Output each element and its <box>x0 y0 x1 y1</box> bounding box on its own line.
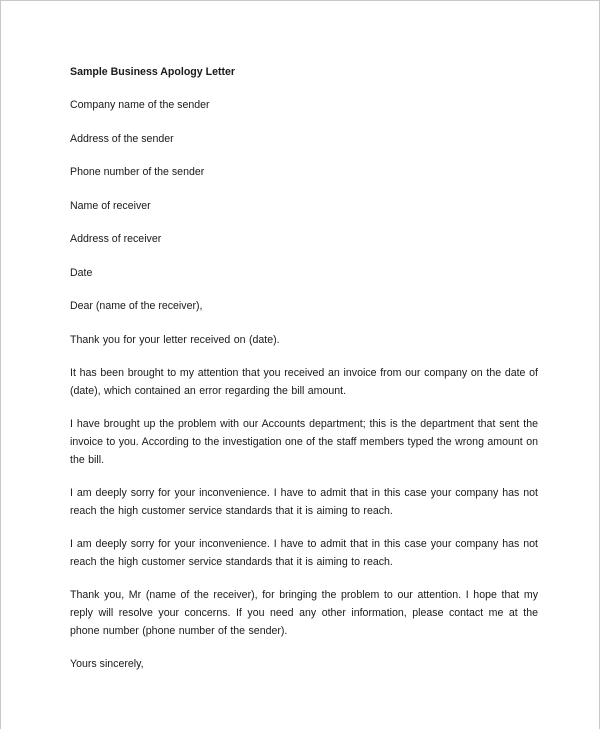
letter-body <box>70 63 538 688</box>
receiver-name: Name of receiver <box>70 199 151 212</box>
paragraph-closing-remarks: Thank you, Mr (name of the receiver), for bringing the problem to our attention. I hope that my reply will resolve your concerns. If you need any other information, please contact me at the phone number (phone number of the sender). <box>70 588 538 637</box>
paragraph-apology: I am deeply sorry for your inconvenience. I have to admit that in this case your company has not reach the high customer service standards that it is aiming to reach. <box>70 486 538 517</box>
paragraph-thanks: Thank you for your letter received on (date). <box>70 333 280 346</box>
paragraph-apology-repeat: I am deeply sorry for your inconvenience. I have to admit that in this case your company has not reach the high customer service standards that it is aiming to reach. <box>70 537 538 568</box>
letter-date: Date <box>70 266 93 279</box>
sender-address: Address of the sender <box>70 132 174 145</box>
sender-phone: Phone number of the sender <box>70 166 205 178</box>
paragraph-investigation: I have brought up the problem with our Accounts department; this is the department that sent the invoice to you. According to the investigation one of the staff members typed the wrong amount on the bill. <box>70 417 538 466</box>
letter-title: Sample Business Apology Letter <box>70 66 236 78</box>
closing: Yours sincerely, <box>70 657 144 670</box>
sender-company: Company name of the sender <box>70 99 210 111</box>
receiver-address: Address of receiver <box>70 233 162 245</box>
paragraph-invoice-error: It has been brought to my attention that you received an invoice from our company on the date of (date), which contained an error regarding the bill amount. <box>70 366 538 397</box>
salutation: Dear (name of the receiver), <box>70 300 203 312</box>
